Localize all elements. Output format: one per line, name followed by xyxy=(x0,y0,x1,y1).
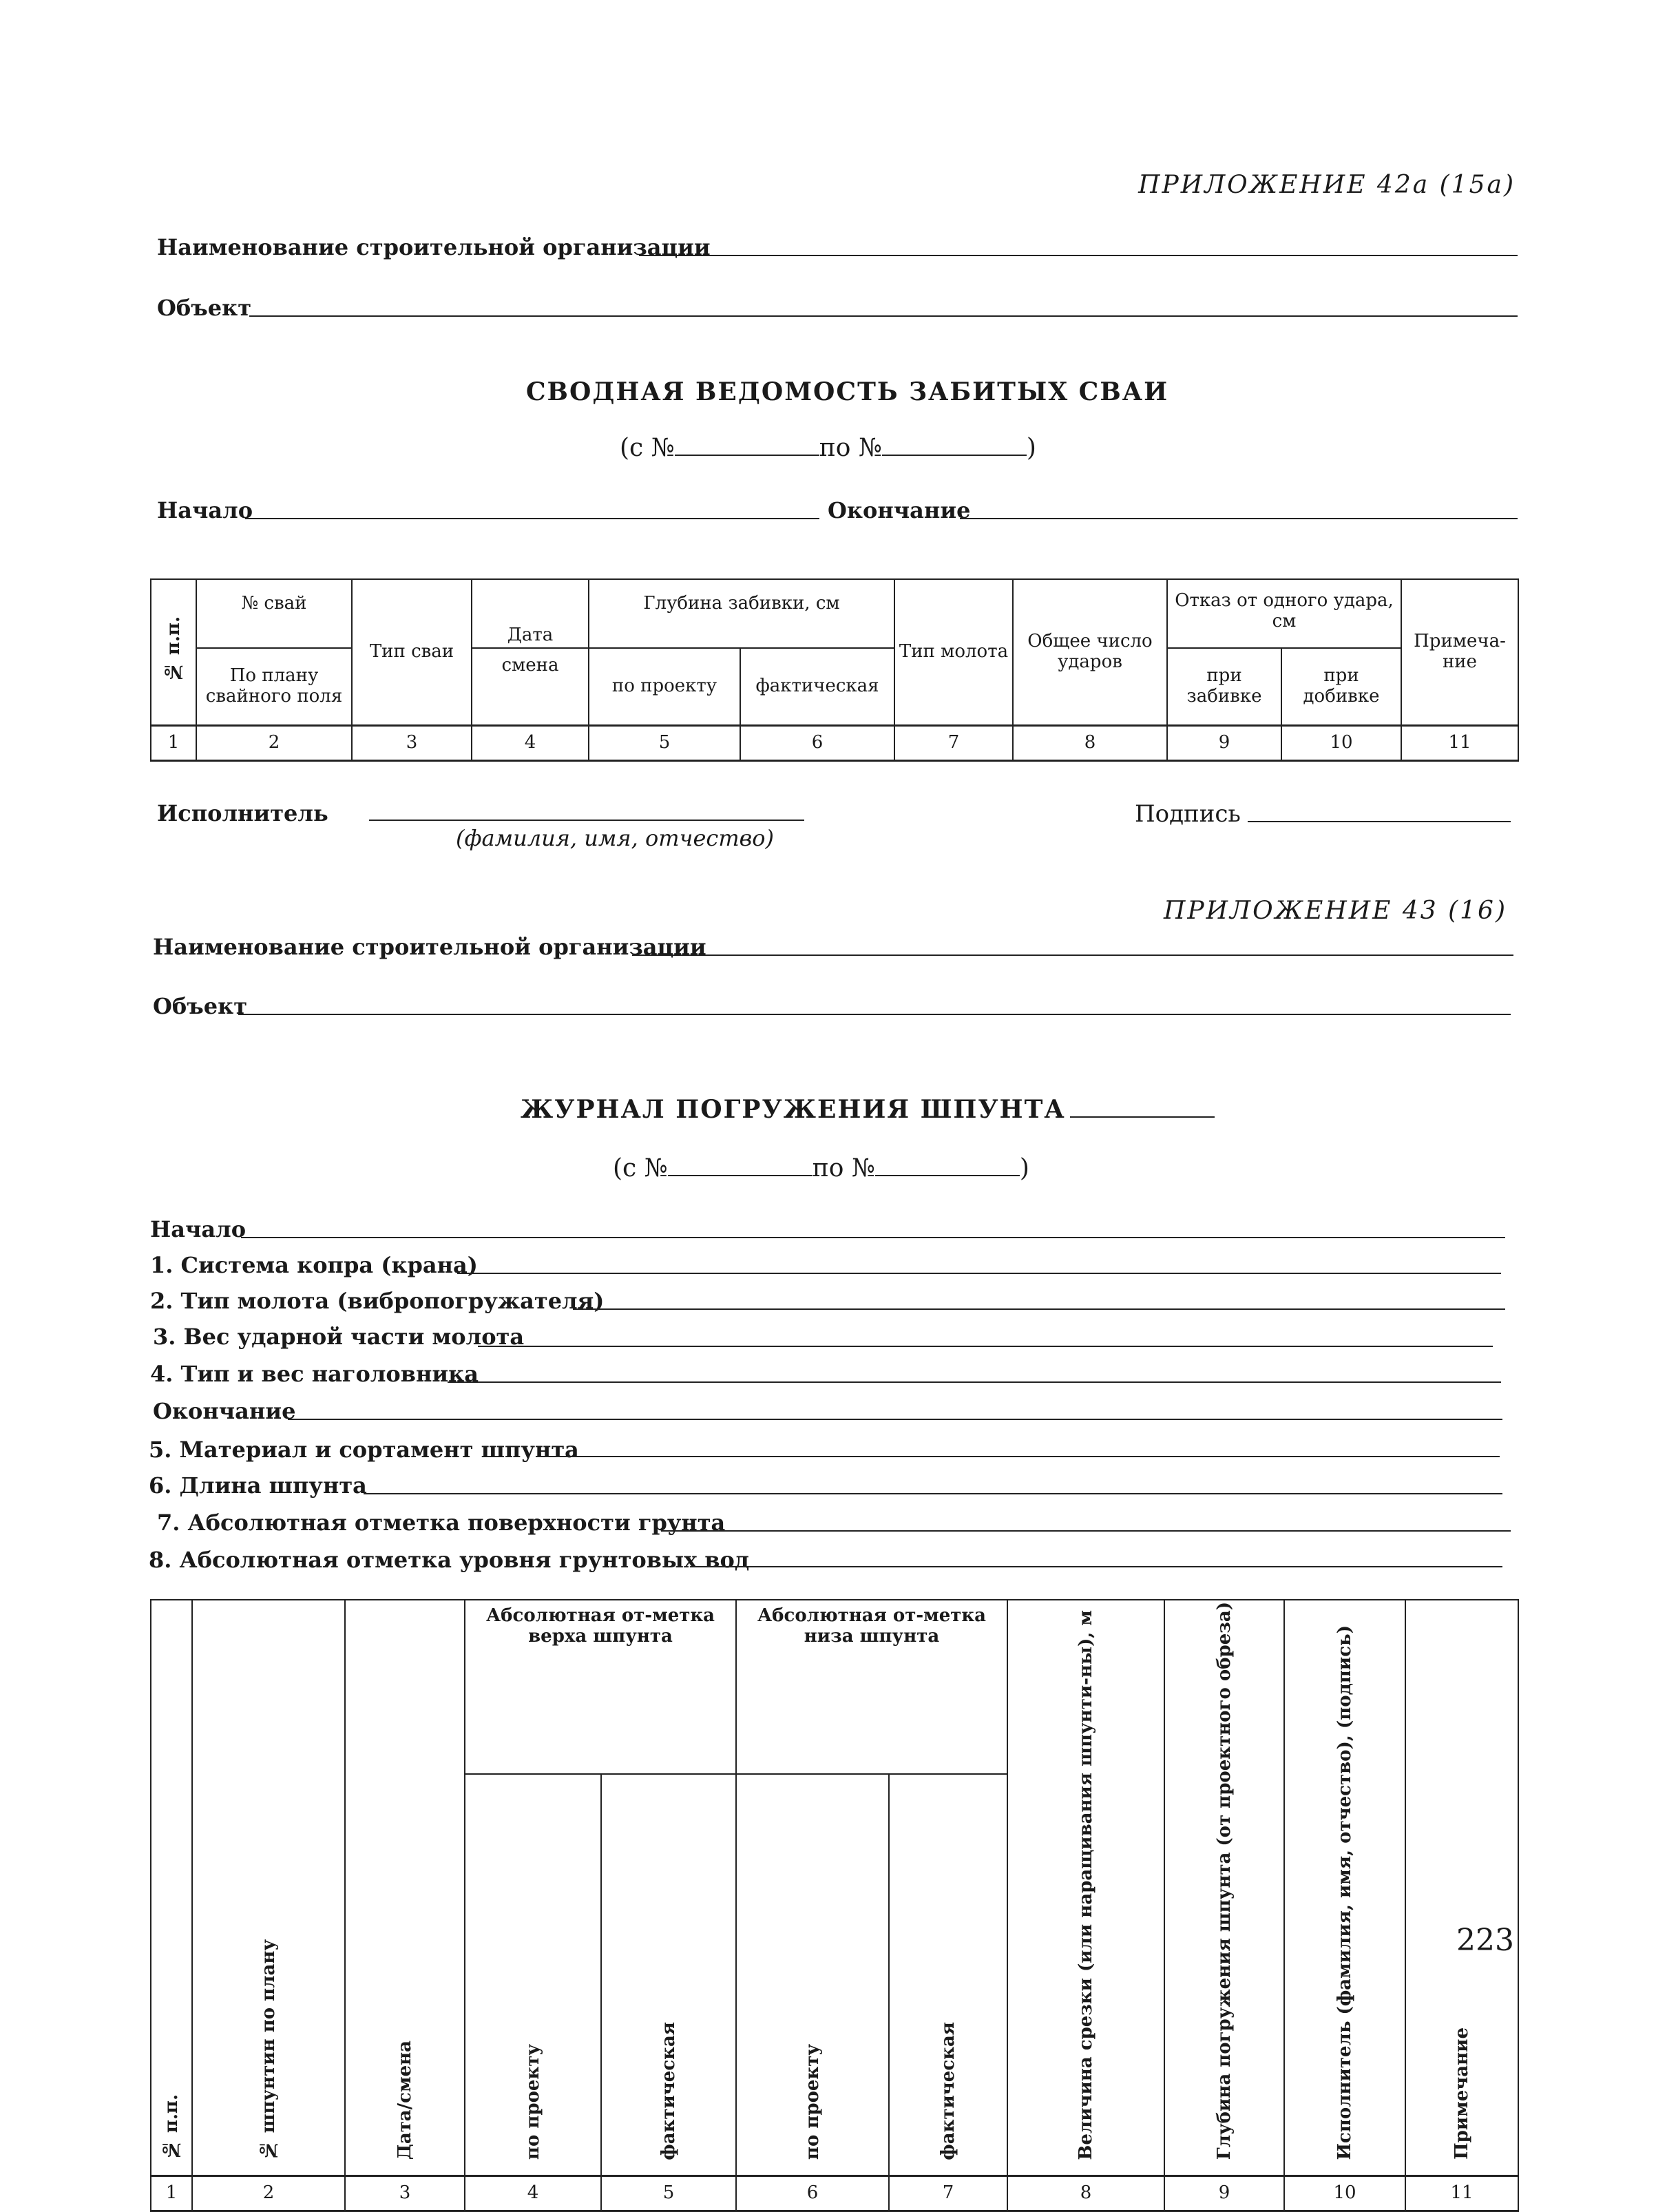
form2-title xyxy=(521,1095,1215,1124)
col2-number-9: 9 xyxy=(1164,2176,1284,2211)
range-to-label: по № xyxy=(819,434,882,462)
col-refusal-group: Отказ от одного удара, см xyxy=(1167,579,1401,648)
col-hammer: Тип молота xyxy=(894,579,1013,725)
sheet-piling-table xyxy=(150,1599,1519,2212)
page-number: 223 xyxy=(1456,1923,1514,1958)
end-label-1: Окончание xyxy=(828,497,971,523)
range2-to-field[interactable] xyxy=(875,1154,1020,1176)
col-number-4: 4 xyxy=(472,725,589,760)
item-7-field[interactable] xyxy=(661,1530,1511,1532)
col2-number-4: 4 xyxy=(465,2176,601,2211)
object-label-1: Объект xyxy=(157,295,252,321)
appendix-heading-2: ПРИЛОЖЕНИЕ 43 (16) xyxy=(1164,897,1507,925)
item-7-label: 7. Абсолютная отметка поверхности грунта xyxy=(157,1510,726,1536)
col-number-2: 2 xyxy=(196,725,352,760)
col2-number-8: 8 xyxy=(1007,2176,1164,2211)
col-pile-type: Тип сваи xyxy=(352,579,472,725)
col-refusal-redrive: при добивке xyxy=(1281,648,1401,725)
signature-field[interactable] xyxy=(1248,821,1511,822)
col-depth-group: Глубина забивки, см xyxy=(589,579,894,648)
col2-top-group: Абсолютная от-метка верха шпунта xyxy=(465,1600,736,1774)
col-blows: Общее число ударов xyxy=(1013,579,1167,725)
start-field-1[interactable] xyxy=(245,518,819,519)
object-field-2[interactable] xyxy=(238,1014,1511,1015)
item-5-field[interactable] xyxy=(536,1456,1500,1457)
item-8-field[interactable] xyxy=(693,1566,1502,1567)
col-number-9: 9 xyxy=(1167,725,1281,760)
org-name-field-1[interactable] xyxy=(639,255,1518,256)
col2-bottom-group: Абсолютная от-метка низа шпунта xyxy=(736,1600,1007,1774)
col2-number-11: 11 xyxy=(1405,2176,1518,2211)
range-to-field[interactable] xyxy=(882,434,1027,456)
col-pile-group: № свай xyxy=(196,579,352,648)
end-label-2: Окончание xyxy=(153,1398,296,1424)
col-number-8: 8 xyxy=(1013,725,1167,760)
performer-hint: (фамилия, имя, отчество) xyxy=(456,825,775,851)
range-close: ) xyxy=(1026,434,1036,462)
col2-cut: Величина срезки (или наращивания шпунти-ны), м xyxy=(1007,1600,1164,2176)
item-3-label: 3. Вес ударной части молота xyxy=(153,1324,525,1350)
col2-number-3: 3 xyxy=(345,2176,465,2211)
col-number-1: 1 xyxy=(151,725,196,760)
form2-range xyxy=(613,1154,1029,1182)
start-label-1: Начало xyxy=(157,497,253,523)
range-from-field[interactable] xyxy=(675,434,819,456)
col2-number-2: 2 xyxy=(192,2176,345,2211)
col2-depth: Глубина погружения шпунта (от проектного обреза) xyxy=(1164,1600,1284,2176)
col-note: Примеча-ние xyxy=(1401,579,1518,725)
col2-number-6: 6 xyxy=(736,2176,889,2211)
col-number-3: 3 xyxy=(352,725,472,760)
col2-number-10: 10 xyxy=(1284,2176,1405,2211)
item-2-field[interactable] xyxy=(573,1308,1505,1310)
org-name-label-2: Наименование строительной организации xyxy=(153,934,706,960)
col2-number-5: 5 xyxy=(601,2176,736,2211)
col2-top-actual: фактическая xyxy=(601,1774,736,2176)
form1-title: СВОДНАЯ ВЕДОМОСТЬ ЗАБИТЫХ СВАИ xyxy=(525,377,1169,406)
performer-field[interactable] xyxy=(369,820,804,821)
start-field-2[interactable] xyxy=(241,1237,1505,1238)
item-5-label: 5. Материал и сортамент шпунта xyxy=(149,1437,579,1463)
item-3-field[interactable] xyxy=(478,1346,1493,1347)
col2-note: Примечание xyxy=(1405,1600,1518,2176)
item-6-field[interactable] xyxy=(364,1493,1502,1494)
form1-range xyxy=(620,434,1036,462)
col-pile-plan: По плану свайного поля xyxy=(196,648,352,725)
piles-table xyxy=(150,578,1519,762)
end-field-1[interactable] xyxy=(960,518,1518,519)
signature-label: Подпись xyxy=(1135,800,1241,828)
performer-label: Исполнитель xyxy=(157,800,328,826)
col-number-10: 10 xyxy=(1281,725,1401,760)
col2-sheet-plan: № шпунтин по плану xyxy=(192,1600,345,2176)
form2-title-field[interactable] xyxy=(1070,1096,1215,1118)
start-label-2: Начало xyxy=(150,1216,247,1242)
end-field-2[interactable] xyxy=(288,1419,1502,1420)
range2-from-field[interactable] xyxy=(668,1154,812,1176)
col-number-5: 5 xyxy=(589,725,740,760)
item-2-label: 2. Тип молота (вибропогружателя) xyxy=(150,1288,605,1314)
object-label-2: Объект xyxy=(153,993,248,1019)
col2-number-7: 7 xyxy=(889,2176,1007,2211)
range2-to-label: по № xyxy=(812,1154,875,1182)
item-4-label: 4. Тип и вес наголовника xyxy=(150,1361,479,1387)
col-num: № п.п. xyxy=(151,579,196,725)
col-depth-actual: фактическая xyxy=(740,648,894,725)
col2-date-shift: Дата/смена xyxy=(345,1600,465,2176)
col-depth-project: по проекту xyxy=(589,648,740,725)
col-shift: смена xyxy=(472,648,589,725)
range2-close: ) xyxy=(1019,1154,1029,1182)
org-name-label-1: Наименование строительной организации xyxy=(157,234,711,260)
col-number-6: 6 xyxy=(740,725,894,760)
col2-bottom-project: по проекту xyxy=(736,1774,889,2176)
col2-num: № п.п. xyxy=(151,1600,192,2176)
item-6-label: 6. Длина шпунта xyxy=(149,1472,367,1499)
object-field-1[interactable] xyxy=(249,315,1518,317)
range-from-label: (с № xyxy=(620,434,675,462)
range2-from-label: (с № xyxy=(613,1154,668,1182)
org-name-field-2[interactable] xyxy=(632,954,1513,956)
col-refusal-drive: при забивке xyxy=(1167,648,1281,725)
item-4-field[interactable] xyxy=(448,1381,1501,1383)
item-1-label: 1. Система копра (крана) xyxy=(150,1252,478,1278)
item-1-field[interactable] xyxy=(457,1273,1501,1274)
col2-performer: Исполнитель (фамилия, имя, отчество), (подпись) xyxy=(1284,1600,1405,2176)
form2-title-text: ЖУРНАЛ ПОГРУЖЕНИЯ ШПУНТА xyxy=(521,1095,1066,1124)
col2-number-1: 1 xyxy=(151,2176,192,2211)
col-number-7: 7 xyxy=(894,725,1013,760)
col2-top-project: по проекту xyxy=(465,1774,601,2176)
col-date: Дата xyxy=(472,579,589,648)
col-number-11: 11 xyxy=(1401,725,1518,760)
item-8-label: 8. Абсолютная отметка уровня грунтовых вод xyxy=(149,1547,750,1573)
col2-bottom-actual: фактическая xyxy=(889,1774,1007,2176)
appendix-heading-1: ПРИЛОЖЕНИЕ 42а (15а) xyxy=(1138,171,1516,199)
